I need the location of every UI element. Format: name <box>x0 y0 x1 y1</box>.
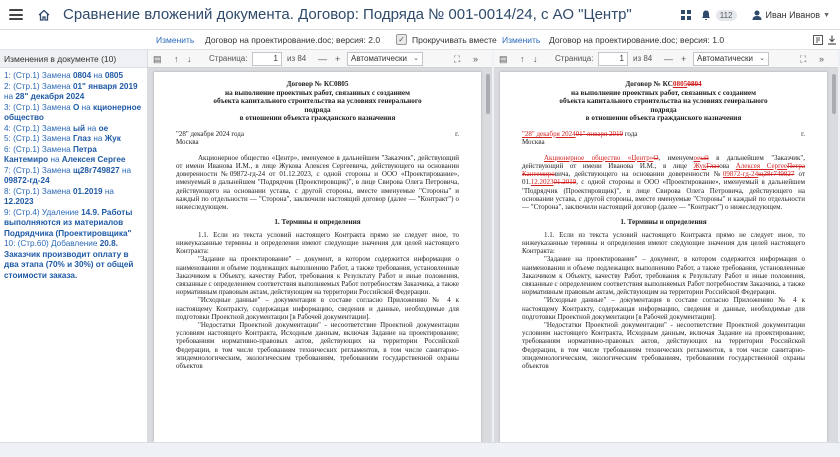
change-item[interactable] <box>4 208 143 240</box>
doc-subtitle-2: объекта капитального строительства на условиях генерального <box>213 97 422 106</box>
doc-title-text: Договор № КС <box>625 80 673 88</box>
doc-city: Москва <box>176 138 199 147</box>
left-document-page <box>154 72 481 442</box>
more-tools-icon[interactable]: » <box>819 54 825 64</box>
change-old-value: 01.2019 <box>72 186 103 196</box>
grid-icon[interactable] <box>680 9 692 21</box>
doc-subtitle-1: на выполнение проектных работ, связанных с созданием <box>225 88 410 97</box>
doc-subtitle-4: в отношении объекта гражданского назначения <box>585 114 742 123</box>
doc-date-tail: года <box>622 129 638 138</box>
doc-clause-1-1: 1.1. Если из текста условий настоящего Контракта прямо не следует иное, то нижеуказанные термины и определения имеют следующие значения для целей настоящего Контракта: <box>522 230 805 256</box>
zoom-in-icon[interactable]: + <box>681 54 687 64</box>
doc-city-row <box>176 138 459 146</box>
change-old-value: О <box>72 102 80 112</box>
doc-date: "28" декабря 2024 года <box>176 129 244 138</box>
change-old-value: Петра Кантемиро <box>4 144 97 164</box>
deleted-text: щ28г749827 <box>758 170 795 179</box>
doc-term-initial-data: "Исходные данные" – документация в составе согласно Приложению № 4 к настоящему Контракту, содержащая информацию, сведения и данные, необходимые для подготовки Проектной документации [в Рабочей документации]. <box>522 296 805 321</box>
change-old-value: 01" января 2019 <box>72 81 138 91</box>
change-on-word: на <box>93 134 103 143</box>
change-old-value: 20.8. Заказчик производит оплату в два этапа (70% и 30%) от общей стоимости заказа. <box>4 239 134 280</box>
left-edit-button[interactable]: Изменить <box>152 33 198 47</box>
change-old-value: 0804 <box>72 71 92 80</box>
change-action: Удаление <box>41 207 79 217</box>
change-on-word: на <box>4 92 14 101</box>
zoom-value: Автоматически <box>697 54 753 63</box>
doc-title: Договор № КС0805 <box>286 80 349 88</box>
right-document-name: Договор на проектирование.doc; версия: 1.0 <box>549 35 725 45</box>
doc-city-row <box>522 138 805 146</box>
next-page-icon[interactable]: ↓ <box>187 54 192 64</box>
change-number: 6: <box>4 144 11 154</box>
change-action: Замена <box>41 165 71 175</box>
doc-term-design-task: "Задание на проектирование" – документ, в котором содержится информация о наименовании и объеме подлежащих выполнению Работ, а также требования, установленные Заказчиком к Объекту, качеству Работ, требования к Результату Работ и иные положения, связанные с определением соответствия выполняемых Работ потребностям Заказчика, а также нормативным правовым актам, действующим на территории Российской Федерации. <box>176 255 459 297</box>
change-item[interactable] <box>4 103 143 124</box>
doc-city: Москва <box>522 138 545 147</box>
doc-date-row <box>522 130 805 138</box>
status-bar <box>0 442 840 457</box>
inserted-text: Алексея Сергее <box>735 161 788 170</box>
change-action: Замена <box>41 123 71 133</box>
doc-subtitle-2: объекта капитального строительства на условиях генерального <box>559 97 768 106</box>
change-new-value: Алексея Сергее <box>61 155 126 164</box>
notifications-badge: 112 <box>716 10 737 21</box>
change-item[interactable] <box>4 239 143 281</box>
change-page: (Стр.1) <box>13 123 40 133</box>
change-page: (Стр.1) <box>13 144 40 154</box>
inserted-text: Акционерное общество «Центр» <box>544 153 654 162</box>
inserted-text: "28" декабря 2024 <box>522 129 576 138</box>
change-number: 2: <box>4 81 11 91</box>
change-item[interactable] <box>4 187 143 208</box>
compare-toolbar <box>0 30 840 50</box>
page-number-input[interactable]: 1 <box>598 52 628 66</box>
doc-year-suffix: г. <box>801 129 805 138</box>
deleted-text: 01.2019 <box>553 178 577 187</box>
chevron-down-icon: ⌄ <box>413 55 419 62</box>
change-action: Замена <box>41 102 71 112</box>
changes-list <box>0 68 147 284</box>
change-item[interactable] <box>4 145 143 166</box>
doc-preamble: Акционерное общество «Центр», именуемое в дальнейшем "Заказчик", действующий от имени Иванова И.М., в лице Жукова Алексея Сергеевича, действующего на основании доверенности №09872-гд-24 от 01.12.2023, с одной стороны и ООО «Проектирование», именуемый в дальнейшем "Подрядчик (Проектировщик)", в лице Свирова Олега Петровича, действующего на основании устава, с другой стороны, вместе именуемые "Стороны" и каждый по отдельности — "Сторона", заключили настоящий договор (далее — "Контракт") о нижеследующем. <box>176 153 459 211</box>
fullscreen-icon[interactable]: ⛶ <box>454 54 461 64</box>
doc-text: , именуем <box>658 153 694 162</box>
change-on-word: на <box>121 165 132 175</box>
doc-text: в дальнейшем "Заказчик", действующий от имени Иванова И.М., в лице <box>522 153 805 170</box>
chevron-down-icon: ⌄ <box>759 55 765 62</box>
doc-preamble <box>522 154 805 211</box>
change-on-word: на <box>81 102 91 112</box>
change-number: 9: <box>4 207 11 217</box>
page-total: из 84 <box>633 54 653 63</box>
bell-icon[interactable] <box>700 9 712 21</box>
doc-text: , с одной стороны и ООО «Проектирование», именуемый в дальнейшем "Подрядчик (Проектировщик)", в лице Свирова Олега Петровича, действующего на основании устава, с другой стороны, вместе именуемые "Стороны" и каждый по отдельности — "Сторона", заключили настоящий договор (далее — "Контракт") о нижеследующем. <box>522 178 805 211</box>
deleted-text: 01" января 2019 <box>575 129 623 138</box>
zoom-value: Автоматически <box>351 54 407 63</box>
inserted-text: 09872-гд-24 <box>722 170 759 179</box>
change-new-value: ое <box>98 123 109 133</box>
zoom-out-icon[interactable]: — <box>318 54 327 64</box>
doc-term-design-task: "Задание на проектирование" – документ, в котором содержится информация о наименовании и объеме подлежащих выполнению Работ, а также требования, установленные Заказчиком к Объекту, качеству Работ, требования к Результату Работ и иные положения, связанные с определением соответствия выполняемых Работ потребностям Заказчика, а также нормативным правовым актам, действующим на территории Российской Федерации. <box>522 255 805 297</box>
left-viewer <box>148 50 492 442</box>
zoom-select[interactable] <box>693 52 769 66</box>
fullscreen-icon[interactable]: ⛶ <box>800 54 807 64</box>
change-number: 1: <box>4 71 11 80</box>
change-page: (Стр.1) <box>13 165 40 175</box>
left-scrollbar[interactable] <box>485 72 491 438</box>
doc-clause-1-1: 1.1. Если из текста условий настоящего Контракта прямо не следует иное, то нижеуказанные термины и определения имеют следующие значения для целей настоящего Контракта: <box>176 230 459 256</box>
change-action: Замена <box>41 81 71 91</box>
doc-term-initial-data: "Исходные данные" – документация в составе согласно Приложению № 4 к настоящему Контракту, содержащая информацию, сведения и данные, необходимые для подготовки Проектной документации [в Рабочей документации]. <box>176 296 459 321</box>
change-page: (Стр.1) <box>13 134 40 143</box>
change-old-value: 14.9. Работы выполняются из материалов Подрядчика (Проектировщика" <box>4 207 133 238</box>
zoom-in-icon[interactable]: + <box>335 54 341 64</box>
change-number: 8: <box>4 186 11 196</box>
change-number: 3: <box>4 102 11 112</box>
change-number: 4: <box>4 123 11 133</box>
inserted-text: 0805 <box>672 80 688 88</box>
left-document-name: Договор на проектирование.doc; версия: 2.0 <box>205 35 381 45</box>
deleted-text: Петра Кантемиро <box>522 161 805 179</box>
change-new-value: 28" декабря 2024 <box>15 92 85 101</box>
prev-page-icon[interactable]: ↑ <box>174 54 179 64</box>
change-action: Замена <box>41 71 71 80</box>
more-tools-icon[interactable]: » <box>473 54 479 64</box>
change-new-value: Жук <box>104 134 121 143</box>
change-old-value: Глаз <box>72 134 92 143</box>
change-page: (Стр.4) <box>13 207 40 217</box>
change-on-word: на <box>93 71 103 80</box>
right-document-page <box>500 72 827 442</box>
deleted-text: 0804 <box>687 80 702 88</box>
change-on-word: на <box>104 186 114 196</box>
doc-subtitle-3: подряда <box>304 105 331 114</box>
doc-text: от 01. <box>522 170 806 187</box>
user-name: Иван Иванов <box>765 10 821 20</box>
page-label: Страница: <box>555 54 594 63</box>
change-number: 7: <box>4 165 11 175</box>
doc-text: вича, действующего на основании доверенности № <box>554 170 723 179</box>
deleted-text: ый <box>700 153 709 162</box>
change-on-word: на <box>87 123 97 133</box>
change-action: Замена <box>41 134 71 143</box>
sidebar-toggle-icon[interactable]: ▤ <box>153 54 162 64</box>
change-on-word: на <box>50 155 60 164</box>
right-edit-button[interactable]: Изменить <box>498 33 544 47</box>
inserted-text: ое <box>693 153 701 162</box>
doc-year-suffix: г. <box>455 129 459 138</box>
chevron-down-icon: ▼ <box>823 11 830 19</box>
change-item[interactable] <box>4 71 143 82</box>
change-page: (Стр.1) <box>13 71 40 80</box>
change-item[interactable] <box>4 166 143 187</box>
doc-subtitle-3: подряда <box>650 105 677 114</box>
change-action: Добавление <box>51 239 98 248</box>
deleted-text: О <box>653 153 659 162</box>
export-icon[interactable] <box>812 34 824 46</box>
scroll-thumb[interactable] <box>486 74 490 114</box>
change-new-value: кционерное общество <box>4 102 142 122</box>
doc-subtitle-1: на выполнение проектных работ, связанных с созданием <box>571 88 756 97</box>
zoom-select[interactable] <box>347 52 423 66</box>
user-icon <box>751 9 763 21</box>
change-old-value: щ28г749827 <box>72 165 120 175</box>
deleted-text: Глаз <box>706 161 720 170</box>
doc-title <box>522 80 805 89</box>
zoom-out-icon[interactable]: — <box>664 54 673 64</box>
inserted-text: 12.2023 <box>530 178 554 187</box>
change-page: (Стр.60) <box>17 239 49 248</box>
right-viewer-toolbar <box>494 50 838 68</box>
page-label: Страница: <box>209 54 248 63</box>
sync-scroll-label: Прокручивать вместе <box>412 35 497 45</box>
changes-panel <box>0 50 148 442</box>
right-scrollbar[interactable] <box>831 72 837 438</box>
doc-term-defects: "Недостатки Проектной документации" - несоответствие Проектной документации условиям настоящего Контракта, Исходным данным, включая Задание на проектирование; требованиям нормативно-правовых актов, действующих на территории Российской Федерации, в том числе требованиям технических регламентов, в том числе санитарно-эпидемиологическим, экологическим требованиям, требованиям государственной охраны объектов <box>176 321 459 371</box>
doc-date <box>522 130 637 138</box>
user-menu[interactable] <box>751 9 830 21</box>
change-action: Замена <box>41 144 71 154</box>
doc-date-row <box>176 130 459 138</box>
download-icon[interactable] <box>826 34 838 46</box>
next-page-icon[interactable]: ↓ <box>533 54 538 64</box>
change-new-value: 12.2023 <box>4 197 34 206</box>
page-title: Сравнение вложений документа. Договор: Подряда № 001-0014/24, с АО "Центр" <box>63 6 632 23</box>
change-action: Замена <box>41 186 71 196</box>
changes-header: Изменения в документе (10) <box>0 50 147 68</box>
sidebar-toggle-icon[interactable]: ▤ <box>499 54 508 64</box>
change-item[interactable] <box>4 124 143 135</box>
change-page: (Стр.1) <box>13 186 40 196</box>
doc-text: ова <box>719 161 736 170</box>
app-header <box>0 0 840 30</box>
doc-section-heading: 1. Термины и определения <box>620 218 707 227</box>
prev-page-icon[interactable]: ↑ <box>520 54 525 64</box>
change-page: (Стр.1) <box>13 102 40 112</box>
left-viewer-toolbar <box>148 50 492 68</box>
change-number: 10: <box>4 239 16 248</box>
menu-icon[interactable] <box>9 9 23 20</box>
doc-section-heading: 1. Термины и определения <box>274 218 361 227</box>
inserted-text: Жук <box>693 161 707 170</box>
page-total: из 84 <box>287 54 307 63</box>
change-new-value: 0805 <box>104 71 124 80</box>
change-item[interactable] <box>4 134 143 145</box>
change-page: (Стр.1) <box>13 81 40 91</box>
change-new-value: 09872-гд-24 <box>4 176 50 185</box>
page-number-input[interactable]: 1 <box>252 52 282 66</box>
right-viewer <box>494 50 838 442</box>
change-item[interactable] <box>4 82 143 103</box>
sync-scroll-checkbox[interactable]: ✓ <box>396 34 407 45</box>
change-old-value: ый <box>72 123 85 133</box>
home-icon[interactable] <box>37 8 51 22</box>
doc-subtitle-4: в отношении объекта гражданского назначения <box>239 114 396 123</box>
change-number: 5: <box>4 134 11 143</box>
doc-term-defects: "Недостатки Проектной документации" - несоответствие Проектной документации условиям настоящего Контракта, Исходным данным, включая Задание на проектирование; требованиям нормативно-правовых актов, действующих на территории Российской Федерации, в том числе требованиям технических регламентов, в том числе санитарно-эпидемиологическим, экологическим требованиям, требованиям государственной охраны объектов <box>522 321 805 371</box>
scroll-thumb[interactable] <box>832 74 836 114</box>
